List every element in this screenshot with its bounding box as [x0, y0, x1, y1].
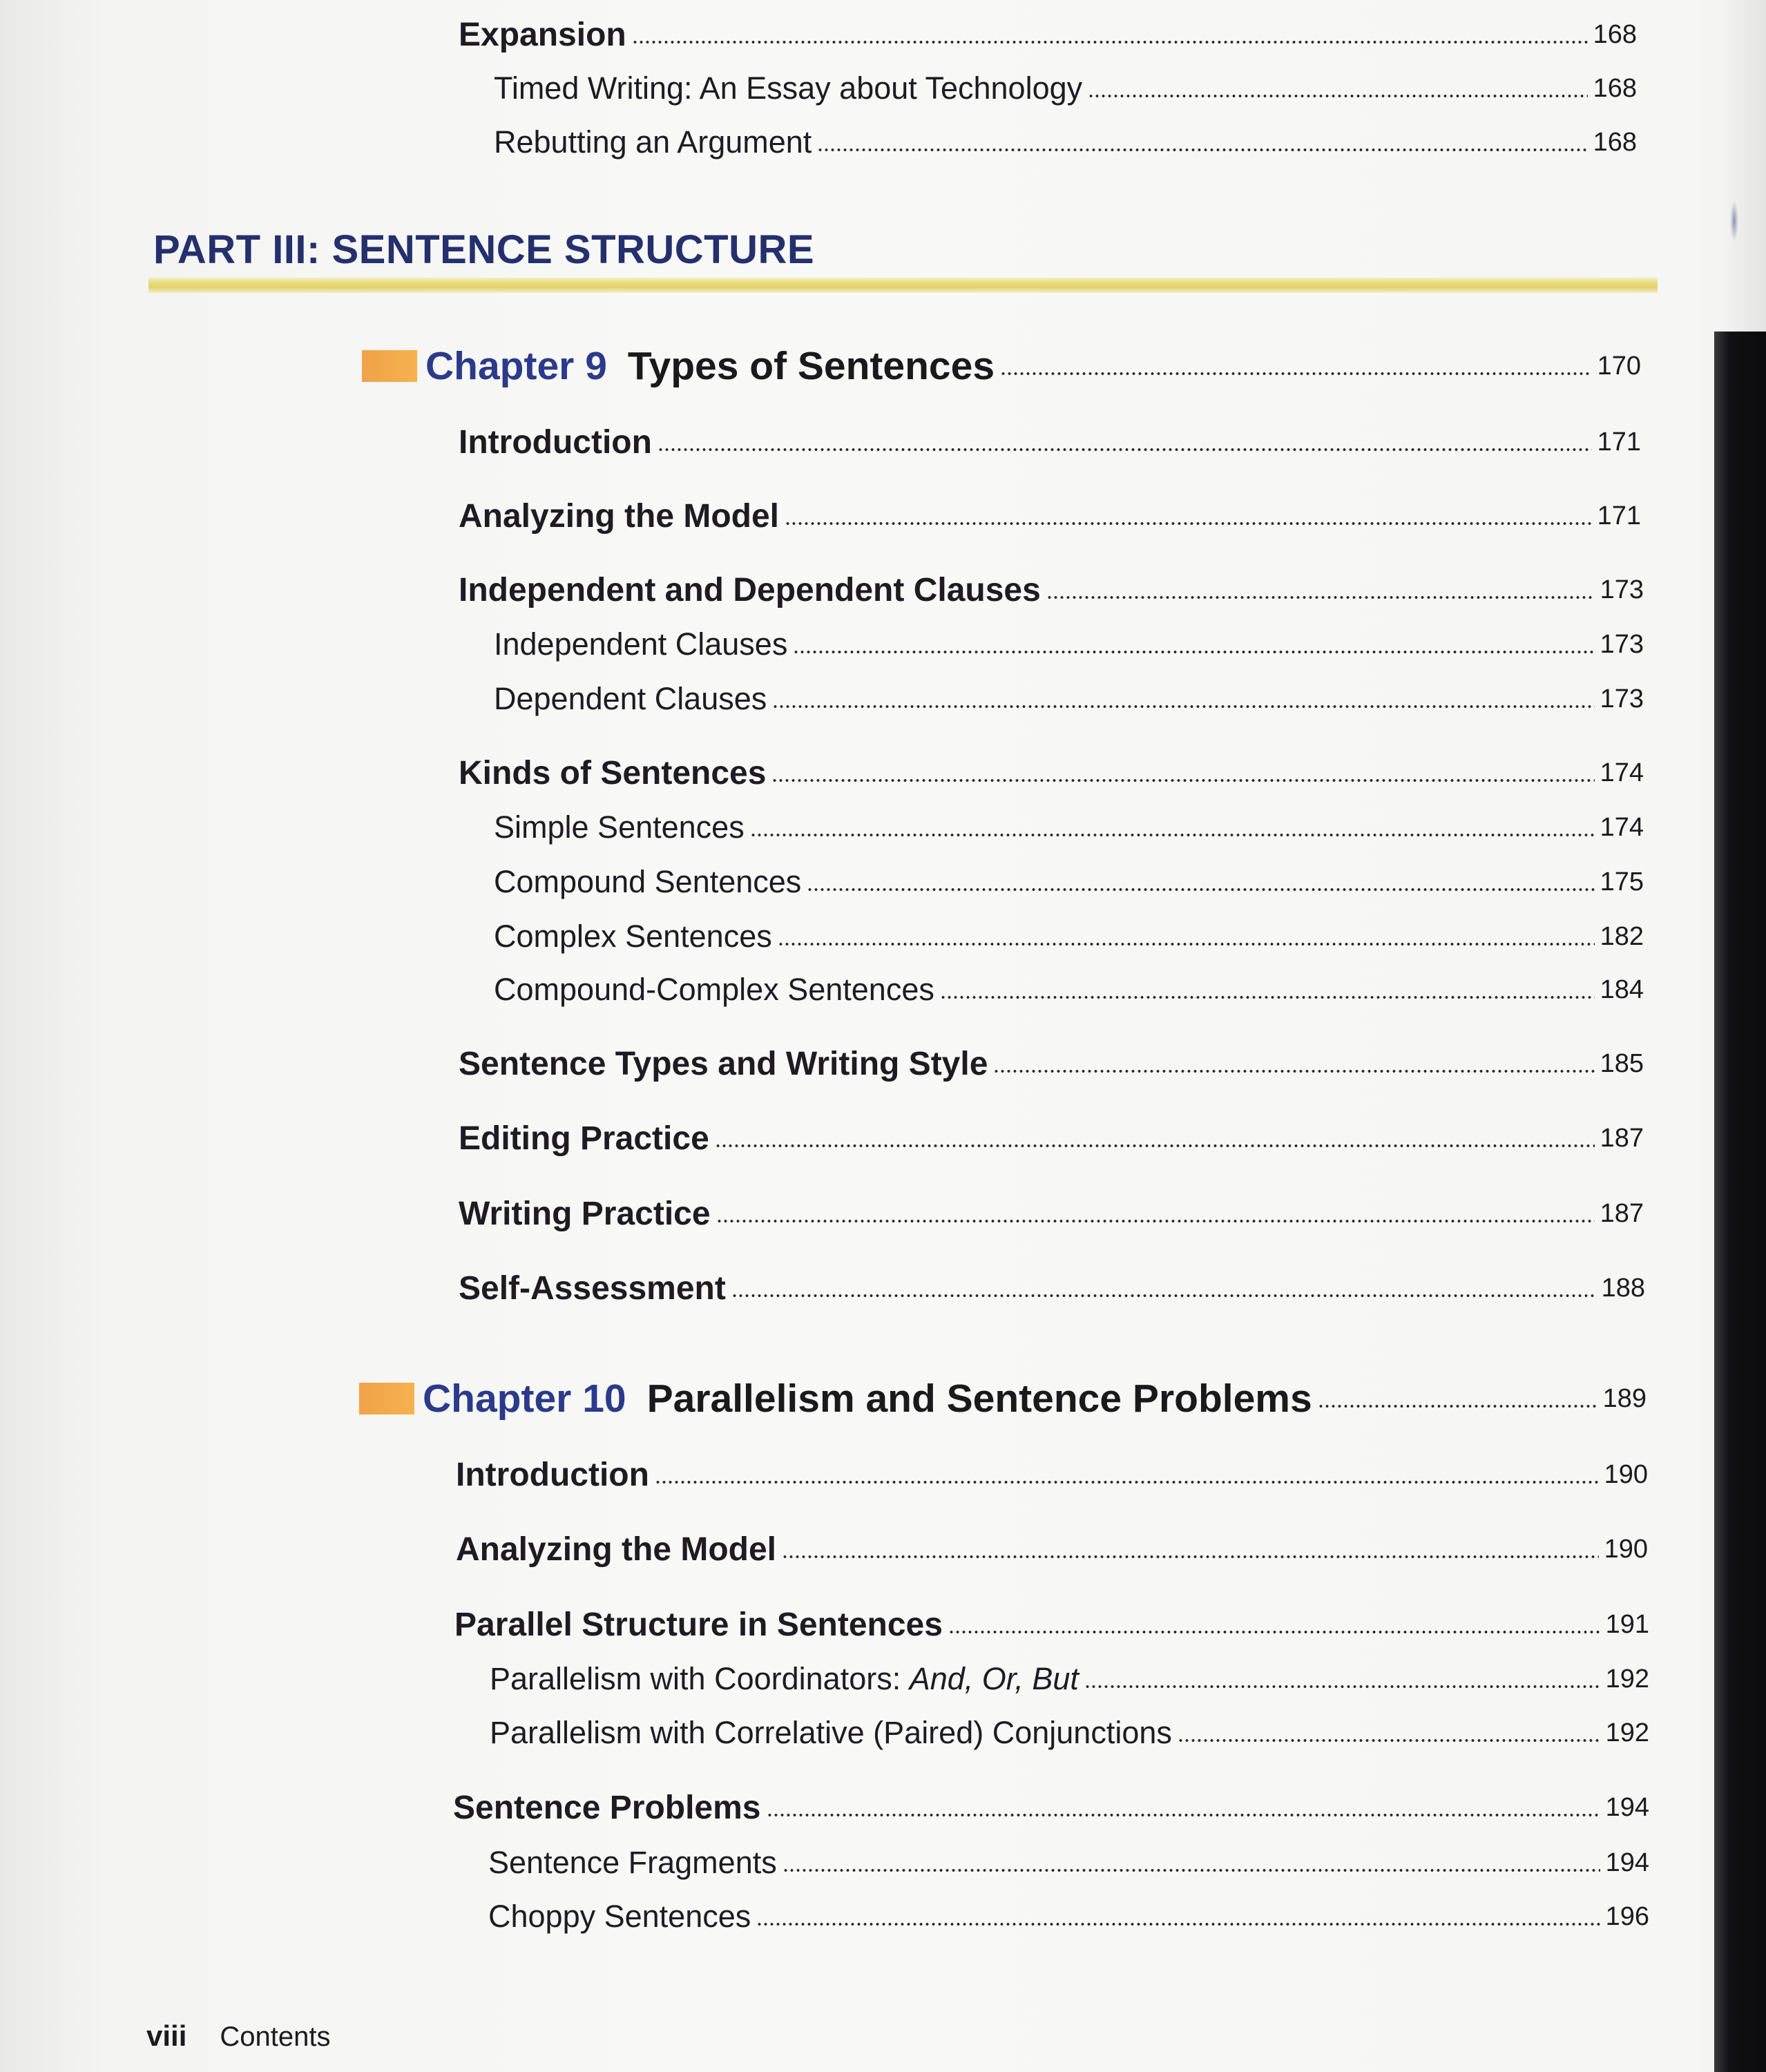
toc-entry-label: Choppy Sentences: [488, 1899, 751, 1934]
toc-entry-label: Kinds of Sentences: [459, 754, 767, 792]
toc-entry-label: Self-Assessment: [459, 1269, 726, 1307]
chapter-marker-icon: [362, 350, 417, 382]
toc-entry-page: 191: [1605, 1609, 1649, 1639]
toc-entry-page: 184: [1600, 975, 1644, 1004]
toc-entry[interactable]: [459, 1260, 1645, 1316]
dot-leader: [1046, 596, 1595, 599]
toc-entry[interactable]: [488, 1835, 1649, 1890]
toc-entry-timed-writing[interactable]: [494, 61, 1637, 116]
toc-entry-label: Dependent Clauses: [494, 681, 767, 716]
toc-entry[interactable]: [454, 1597, 1649, 1652]
dot-leader: [783, 1869, 1600, 1872]
toc-entry-expansion[interactable]: [459, 7, 1637, 62]
toc-entry[interactable]: [494, 962, 1644, 1017]
page-edge-shadow: [1714, 332, 1766, 2072]
dot-leader: [658, 448, 1592, 451]
toc-entry[interactable]: [459, 562, 1644, 617]
toc-entry-label: Complex Sentences: [494, 919, 772, 954]
dot-leader: [715, 1144, 1595, 1147]
dot-leader: [993, 1070, 1594, 1073]
toc-entry[interactable]: [494, 909, 1644, 964]
toc-entry[interactable]: [494, 800, 1644, 855]
page-edge-mark: [1730, 200, 1738, 242]
dot-leader: [785, 522, 1592, 525]
toc-entry-page: 173: [1600, 575, 1644, 604]
chapter-title: Types of Sentences: [627, 344, 995, 388]
toc-entry-label: Simple Sentences: [494, 809, 745, 845]
toc-entry-page: 187: [1600, 1123, 1644, 1153]
toc-entry[interactable]: [456, 1447, 1648, 1502]
dot-leader: [782, 1555, 1599, 1558]
dot-leader: [940, 996, 1595, 999]
toc-entry-page: 182: [1600, 921, 1644, 951]
toc-entry-page: 174: [1600, 812, 1644, 842]
toc-entry[interactable]: [490, 1705, 1649, 1761]
page-edge-top: [1725, 0, 1766, 332]
dot-leader: [1000, 372, 1592, 375]
dot-leader: [655, 1481, 1599, 1484]
toc-entry-label: Introduction: [456, 1456, 649, 1493]
toc-entry[interactable]: [490, 1651, 1649, 1707]
toc-entry-page: 190: [1604, 1534, 1648, 1564]
dot-leader: [771, 779, 1594, 782]
dot-leader: [767, 1814, 1600, 1816]
toc-entry[interactable]: [459, 1111, 1644, 1166]
dot-leader: [1318, 1405, 1597, 1408]
dot-leader: [793, 651, 1594, 653]
toc-entry-page: 168: [1593, 73, 1637, 103]
toc-entry-label: Editing Practice: [459, 1120, 709, 1157]
chapter-marker-icon: [359, 1383, 414, 1414]
page-footer: [146, 2020, 330, 2053]
toc-entry-page: 192: [1605, 1718, 1649, 1747]
dot-leader: [632, 41, 1588, 44]
toc-entry-label: Sentence Types and Writing Style: [459, 1045, 988, 1082]
toc-entry-label: Analyzing the Model: [459, 497, 780, 535]
dot-leader: [1178, 1739, 1600, 1742]
toc-entry-label: Expansion: [459, 16, 626, 53]
toc-entry-label-roman: Parallelism with Coordinators:: [490, 1661, 910, 1696]
toc-entry-page: 190: [1604, 1459, 1648, 1489]
dot-leader: [716, 1220, 1595, 1222]
toc-entry[interactable]: [459, 745, 1644, 800]
toc-entry-page: 175: [1600, 867, 1644, 896]
dot-leader: [1088, 95, 1587, 97]
toc-entry[interactable]: [456, 1522, 1648, 1577]
toc-entry-label: Sentence Fragments: [488, 1845, 777, 1880]
toc-entry-page: 189: [1602, 1383, 1647, 1413]
toc-entry-page: 188: [1601, 1273, 1645, 1303]
toc-chapter-9[interactable]: [366, 338, 1641, 394]
toc-entry[interactable]: [488, 1889, 1649, 1944]
toc-entry[interactable]: [453, 1780, 1649, 1835]
chapter-heading: [366, 343, 995, 389]
toc-entry-label: [490, 1661, 1079, 1697]
toc-entry-label: Independent and Dependent Clauses: [459, 571, 1041, 608]
toc-entry-label: Introduction: [459, 423, 652, 461]
toc-entry-label: Writing Practice: [459, 1195, 711, 1232]
dot-leader: [772, 705, 1594, 708]
toc-entry[interactable]: [459, 1036, 1644, 1091]
toc-entry-page: 173: [1600, 684, 1644, 713]
page-folio: viii: [146, 2020, 187, 2052]
running-head: Contents: [220, 2022, 331, 2052]
toc-entry[interactable]: [494, 671, 1644, 727]
dot-leader: [807, 888, 1594, 891]
chapter-number: Chapter 10: [423, 1376, 626, 1421]
toc-entry-label: Timed Writing: An Essay about Technology: [494, 70, 1083, 106]
chapter-heading: [363, 1376, 1312, 1421]
toc-entry-page: 168: [1593, 19, 1637, 49]
toc-entry-page: 185: [1600, 1048, 1644, 1078]
dot-leader: [817, 148, 1587, 151]
toc-entry-page: 174: [1600, 758, 1644, 787]
dot-leader: [1084, 1685, 1600, 1688]
toc-entry-label: Sentence Problems: [453, 1789, 761, 1826]
toc-entry-rebutting[interactable]: [494, 115, 1637, 170]
toc-entry-page: 187: [1600, 1198, 1644, 1228]
toc-entry-label-italic: And, Or, But: [909, 1661, 1079, 1696]
toc-entry-label: Compound Sentences: [494, 864, 802, 899]
toc-entry-page: 196: [1605, 1901, 1649, 1931]
chapter-number: Chapter 9: [425, 344, 607, 388]
toc-entry-page: 171: [1597, 427, 1641, 457]
toc-entry-label: Rebutting an Argument: [494, 124, 812, 160]
toc-entry-page: 192: [1605, 1664, 1649, 1694]
dot-leader: [750, 834, 1595, 836]
toc-entry-page: 168: [1593, 127, 1637, 157]
toc-entry-label: Analyzing the Model: [456, 1531, 777, 1568]
toc-entry-page: 170: [1597, 351, 1641, 381]
toc-entry-label: Parallelism with Correlative (Paired) Conjunctions: [490, 1715, 1172, 1750]
toc-entry-label: Independent Clauses: [494, 626, 788, 662]
toc-entry-page: 171: [1597, 501, 1641, 530]
chapter-title: Parallelism and Sentence Problems: [646, 1376, 1312, 1421]
part-heading: PART III: SENTENCE STRUCTURE: [153, 227, 815, 272]
toc-entry[interactable]: [494, 854, 1644, 910]
toc-entry-page: 194: [1605, 1848, 1649, 1877]
dot-leader: [948, 1631, 1600, 1633]
toc-entry[interactable]: [459, 414, 1641, 470]
toc-entry[interactable]: [494, 617, 1644, 672]
toc-entry-page: 194: [1605, 1792, 1649, 1822]
toc-chapter-10[interactable]: [363, 1371, 1647, 1426]
toc-entry-page: 173: [1600, 629, 1644, 659]
toc-entry-label: Compound-Complex Sentences: [494, 972, 934, 1007]
dot-leader: [731, 1294, 1596, 1297]
dot-leader: [756, 1923, 1600, 1926]
dot-leader: [778, 943, 1595, 946]
toc-entry[interactable]: [459, 1186, 1644, 1241]
toc-entry-label: Parallel Structure in Sentences: [454, 1606, 943, 1643]
part-heading-rule: [148, 278, 1658, 293]
toc-entry[interactable]: [459, 488, 1641, 544]
